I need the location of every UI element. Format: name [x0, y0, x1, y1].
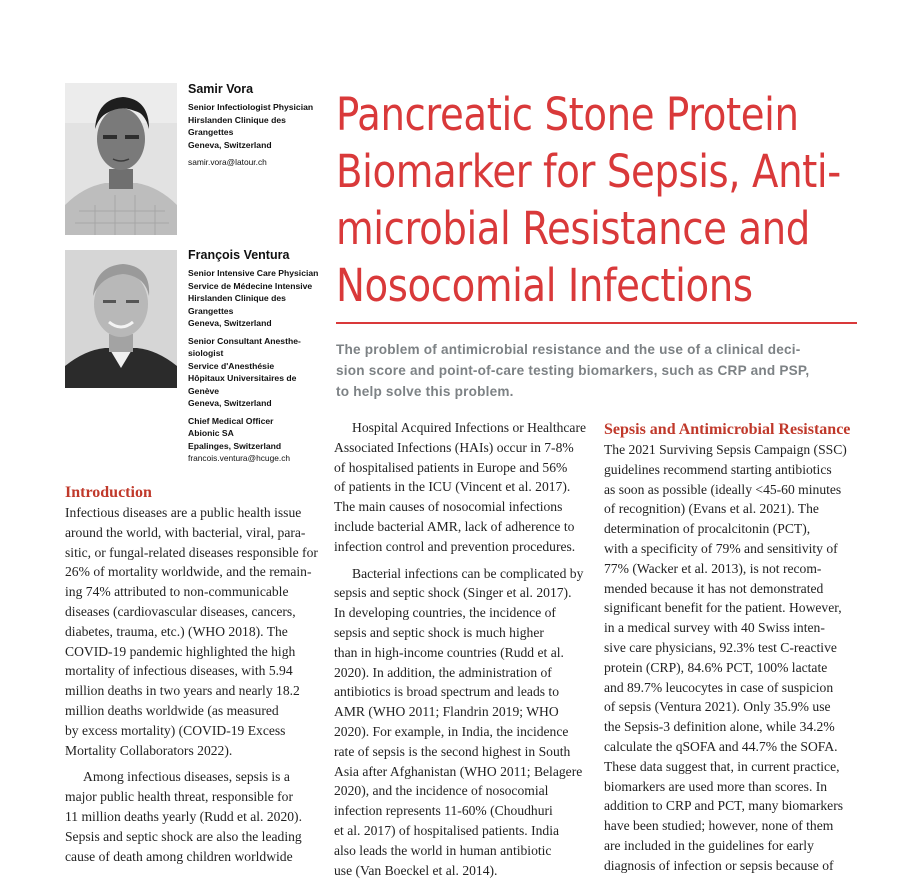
author-email[interactable]: samir.vora@latour.ch — [188, 157, 267, 167]
portrait-image — [65, 250, 177, 388]
affiliation-line: Senior Infectiologist Physician — [188, 102, 314, 112]
text-line: mortality of infectious diseases, with 5.94 — [65, 663, 293, 679]
text-line: Infectious diseases are a public health issue — [65, 505, 302, 520]
affiliation-line: Geneva, Switzerland — [188, 139, 272, 150]
affiliation-line: Hirslanden Clinique des — [188, 114, 286, 125]
text-line: diseases (cardiovascular diseases, cancers, — [65, 603, 296, 619]
text-line: 2020). In addition, the administration of — [334, 664, 552, 680]
author-photo-francois-ventura — [65, 250, 177, 388]
affiliation-line: Hirslanden Clinique des — [188, 293, 286, 303]
text-line: protein (CRP), 84.6% PCT, 100% lactate — [604, 659, 828, 675]
text-line: guidelines recommend starting antibiotics — [604, 461, 832, 477]
title-line: microbial Resistance and — [336, 202, 810, 255]
text-line: of patients in the ICU (Vincent et al. 2017). — [334, 479, 571, 495]
text-line: in a medical survey with 40 Swiss inten- — [604, 620, 825, 636]
text-line: significant benefit for the patient. However, — [604, 600, 842, 616]
text-line: by excess mortality) (COVID-19 Excess — [65, 722, 286, 738]
author-info-samir-vora — [188, 82, 323, 169]
affiliation-line: Epalinges, Switzerland — [188, 440, 282, 451]
text-line: sitic, or fungal-related diseases responsible for — [65, 544, 318, 560]
affiliation-line: Grangettes — [188, 127, 234, 137]
text-line: 77% (Wacker et al. 2013), is not recom- — [604, 560, 822, 576]
text-line: major public health threat, responsible for — [65, 789, 294, 805]
text-line: million deaths worldwide (as measured — [65, 702, 279, 718]
title-line: Biomarker for Sepsis, Anti- — [336, 145, 841, 198]
author-info-francois-ventura — [188, 248, 323, 465]
text-line: use (Van Boeckel et al. 2014). — [334, 862, 498, 878]
text-line: million deaths in two years and nearly 18.2 — [65, 683, 300, 699]
affiliation-line: Hôpitaux Universitaires de — [188, 373, 297, 383]
text-line: sepsis and septic shock (Singer et al. 2017). — [334, 585, 572, 601]
text-line: have been studied; however, none of them — [604, 818, 834, 834]
text-line: include bacterial AMR, lack of adherence to — [334, 518, 575, 534]
affiliation-line: siologist — [188, 348, 224, 358]
text-line: determination of procalcitonin (PCT), — [604, 521, 811, 537]
text-line: than in high-income countries (Rudd et al. — [334, 644, 564, 660]
text-line: with a specificity of 79% and sensitivity of — [604, 540, 838, 556]
text-line: of hospitalised patients in Europe and 56% — [334, 459, 568, 475]
column-3 — [604, 420, 862, 876]
text-line: addition to CRP and PCT, many biomarkers — [604, 798, 844, 814]
affiliation-line: Geneva, Switzerland — [188, 398, 272, 408]
text-line: 26% of mortality worldwide, and the remain- — [65, 564, 312, 580]
affiliation-line: Geneva, Switzerland — [188, 318, 272, 328]
text-line: COVID-19 pandemic highlighted the high — [65, 643, 296, 659]
text-line: Asia after Afghanistan (WHO 2011; Belagere — [334, 763, 583, 779]
text-line: of recognition) (Evans et al. 2021). The — [604, 501, 819, 517]
affiliation-line: Abionic SA — [188, 428, 234, 438]
text-line: cause of death among children worldwide — [65, 848, 293, 864]
paragraph — [65, 767, 323, 866]
text-line: calculate the qSOFA and 44.7% the SOFA. — [604, 738, 838, 754]
title-line: Nosocomial Infections — [336, 259, 753, 312]
affiliation-line: Service de Médecine Intensive — [188, 280, 313, 291]
lead-line: The problem of antimicrobial resistance and the use of a clinical deci- — [336, 342, 801, 357]
author-email[interactable]: francois.ventura@hcuge.ch — [188, 453, 291, 463]
paragraph — [334, 564, 592, 880]
text-line: Hospital Acquired Infections or Healthcare — [352, 420, 587, 435]
column-1 — [65, 483, 323, 866]
article-title — [336, 86, 841, 314]
text-line: diabetes, trauma, etc.) (WHO 2018). The — [65, 623, 288, 639]
paragraph — [334, 418, 592, 557]
text-line: 2020). For example, in India, the incidence — [334, 723, 569, 739]
text-line: and 89.7% leucocytes in case of suspicion — [604, 679, 834, 695]
author-name: François Ventura — [188, 248, 290, 262]
text-line: around the world, with bacterial, viral, para- — [65, 524, 306, 540]
text-line: Associated Infections (HAIs) occur in 7-8% — [334, 439, 574, 455]
text-line: are included in the guidelines for early — [604, 837, 814, 853]
text-line: et al. 2017) of hospitalised patients. India — [334, 822, 560, 838]
lead-line: sion score and point-of-care testing biomarkers, such as CRP and PSP, — [336, 363, 810, 378]
title-divider — [336, 322, 857, 324]
text-line: AMR (WHO 2011; Flandrin 2019; WHO — [334, 704, 559, 720]
section-heading-introduction: Introduction — [65, 484, 152, 501]
section-heading-sepsis-amr: Sepsis and Antimicrobial Resistance — [604, 421, 851, 438]
text-line: infection control and prevention procedures. — [334, 538, 576, 554]
text-line: The main causes of nosocomial infections — [334, 499, 563, 515]
affiliation-line: Senior Intensive Care Physician — [188, 268, 319, 278]
text-line: These data suggest that, in current practice, — [604, 758, 840, 774]
author-name: Samir Vora — [188, 82, 254, 96]
text-line: Among infectious diseases, sepsis is a — [83, 769, 290, 785]
text-line: ing 74% attributed to non-communicable — [65, 584, 289, 600]
text-line: In developing countries, the incidence of — [334, 605, 556, 621]
portrait-image — [65, 83, 177, 235]
text-line: diagnosis of infection or sepsis because of — [604, 857, 834, 873]
affiliation-line: Grangettes — [188, 305, 234, 316]
paragraph — [604, 440, 862, 876]
lead-line: to help solve this problem. — [336, 384, 514, 399]
affiliation-line: Senior Consultant Anesthe- — [188, 335, 301, 346]
text-line: sepsis and septic shock is much higher — [334, 624, 544, 640]
text-line: sive care physicians, 92.3% test C-reactive — [604, 639, 837, 655]
article-lead — [336, 339, 876, 402]
text-line: Bacterial infections can be complicated by — [352, 565, 584, 581]
affiliation-line: Service d'Anesthésie — [188, 360, 275, 371]
text-line: infection represents 11-60% (Choudhuri — [334, 803, 553, 819]
text-line: of sepsis (Ventura 2021). Only 35.9% use — [604, 699, 831, 715]
text-line: 11 million deaths yearly (Rudd et al. 2020). — [65, 808, 302, 824]
text-line: antibiotics is broad spectrum and leads to — [334, 684, 560, 700]
text-line: 2020), and the incidence of nosocomial — [334, 783, 549, 799]
text-line: Mortality Collaborators 2022). — [65, 742, 233, 758]
text-line: rate of sepsis is the second highest in South — [334, 743, 571, 759]
paragraph — [65, 503, 323, 760]
text-line: Sepsis and septic shock are also the leading — [65, 828, 302, 844]
text-line: The 2021 Surviving Sepsis Campaign (SSC) — [604, 442, 847, 457]
text-line: as soon as possible (ideally <45-60 minutes — [604, 481, 842, 497]
affiliation-line: Chief Medical Officer — [188, 415, 274, 426]
affiliation-line: Genève — [188, 385, 220, 396]
text-line: biomarkers are used more than scores. In — [604, 778, 828, 794]
text-line: the Sepsis-3 definition alone, while 34.2% — [604, 719, 835, 735]
title-line: Pancreatic Stone Protein — [336, 88, 799, 141]
author-photo-samir-vora — [65, 83, 177, 235]
column-2 — [334, 418, 592, 880]
text-line: also leads the world in human antibiotic — [334, 842, 552, 858]
text-line: mended because it has not demonstrated — [604, 580, 824, 596]
